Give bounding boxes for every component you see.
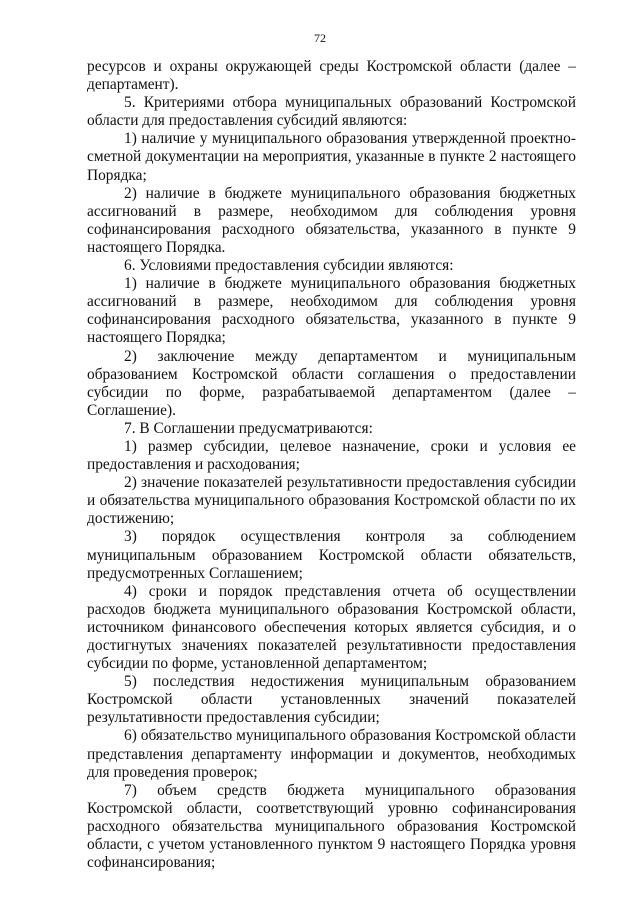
paragraph: 1) наличие у муниципального образования утвержденной проектно-сметной документации на мероприятия, указанные в пункте 2 настоящего Порядка; [87,130,576,184]
paragraph: 1) наличие в бюджете муниципального образования бюджетных ассигнований в размере, необходимом для соблюдения уровня софинансирования расходного обязательства, указанного в пункте 9 настоящего Порядка; [87,275,576,347]
document-body [87,58,576,872]
paragraph: 2) наличие в бюджете муниципального образования бюджетных ассигнований в размере, необходимом для соблюдения уровня софинансирования расходного обязательства, указанного в пункте 9 настоящего Порядка. [87,184,576,256]
page-number: 72 [314,31,326,45]
paragraph: 7. В Соглашении предусматриваются: [124,419,373,437]
paragraph: 6) обязательство муниципального образования Костромской области представления департаменту информации и документов, необходимых для проведения проверок; [87,727,576,781]
paragraph: 3) порядок осуществления контроля за соблюдением муниципальным образованием Костромской области обязательств, предусмотренных Соглашением; [87,528,576,582]
paragraph: 6. Условиями предоставления субсидии являются: [124,257,454,275]
paragraph: 2) заключение между департаментом и муниципальным образованием Костромской области соглашения о предоставлении субсидии по форме, разрабатываемой департаментом (далее – Соглашение). [87,347,576,419]
paragraph: 7) объем средств бюджета муниципального образования Костромской области, соответствующий уровню софинансирования расходного обязательства муниципального образования Костромской области, с учетом установленного пунктом 9 настоящего Порядка уровня софинансирования; [87,781,576,872]
paragraph: 5. Критериями отбора муниципальных образований Костромской области для предоставления субсидий являются: [87,94,576,130]
paragraph: ресурсов и охраны окружающей среды Костромской области (далее – департамент). [87,58,576,94]
paragraph: 2) значение показателей результативности предоставления субсидии и обязательства муниципального образования Костромской области по их достижению; [87,474,576,528]
paragraph: 4) сроки и порядок представления отчета об осуществлении расходов бюджета муниципального образования Костромской области, источником финансового обеспечения которых является субсидия, и о достигнутых значениях показателей результативности предоставления субсидии по форме, установленной департаментом; [87,582,576,673]
paragraph: 5) последствия недостижения муниципальным образованием Костромской области установленных значений показателей результативности предоставления субсидии; [87,673,576,727]
paragraph: 1) размер субсидии, целевое назначение, сроки и условия ее предоставления и расходования; [87,437,576,474]
